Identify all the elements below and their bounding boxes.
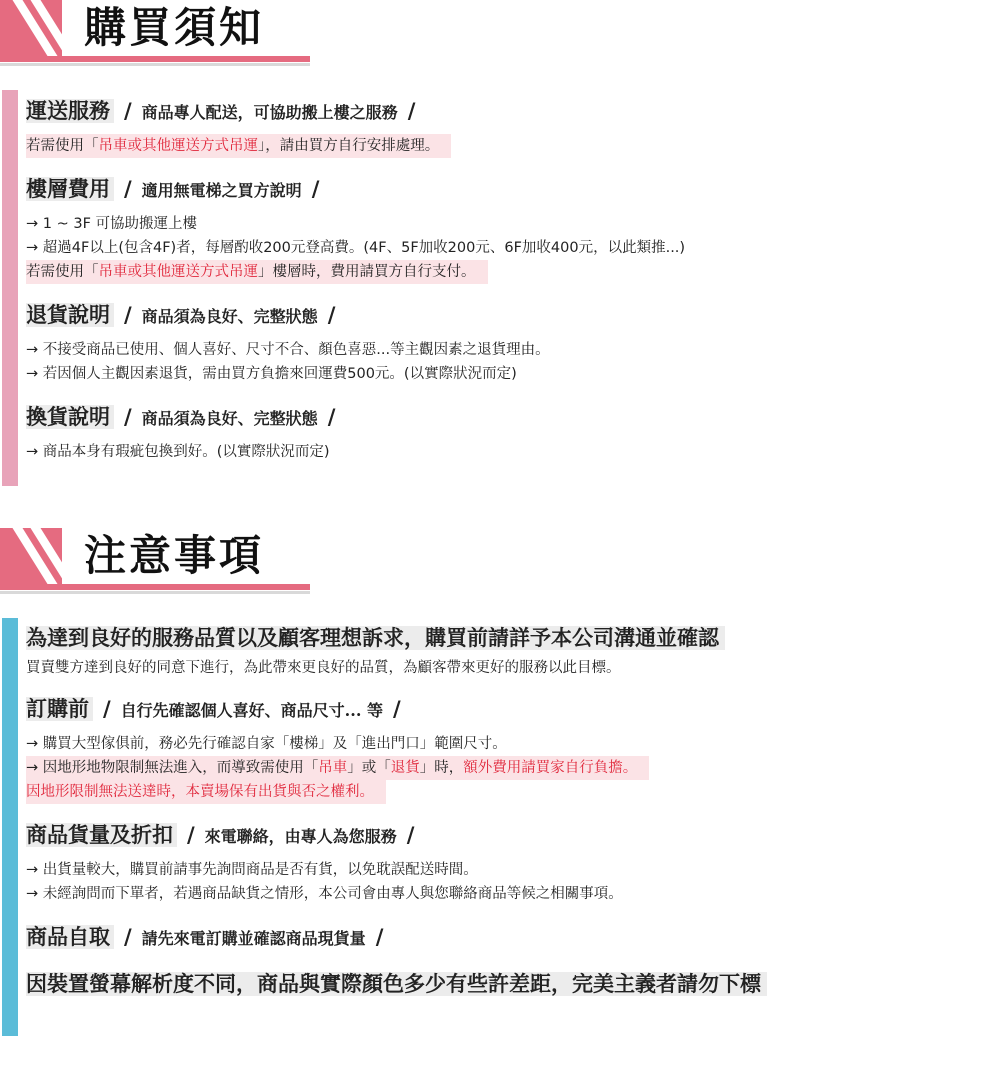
floor-line-2: → 超過4F以上(包含4F)者，每層酌收200元登高費。(4F、5F加收200元、6F加收400元，以此類推...)	[26, 240, 686, 256]
returns-line-2: → 若因個人主觀因素退貨，需由買方負擔來回運費500元。(以實際狀況而定)	[26, 366, 517, 382]
banner-underline	[0, 584, 310, 590]
shipping-heading: 運送服務 / 商品專人配送，可協助搬上樓之服務 /	[26, 99, 416, 123]
preorder-heading: 訂購前 / 自行先確認個人喜好、商品尺寸... 等 /	[26, 697, 401, 721]
preorder-line-3: 因地形限制無法送達時，本賣場保有出貨與否之權利。	[26, 780, 990, 804]
notes-banner	[0, 528, 310, 590]
stock-heading: 商品貨量及折扣 / 來電聯絡，由專人為您服務 /	[26, 823, 415, 847]
purchase-notice-banner	[0, 0, 310, 62]
exchange-line-1: → 商品本身有瑕疵包換到好。(以實際狀況而定)	[26, 444, 330, 460]
shipping-line: 若需使用「吊車或其他運送方式吊運」，請由買方自行安排處理。	[26, 134, 990, 158]
banner-underline	[0, 56, 310, 62]
exchange-heading: 換貨說明 / 商品須為良好、完整狀態 /	[26, 405, 336, 429]
pickup-heading: 商品自取 / 請先來電訂購並確認商品現貨量 /	[26, 925, 384, 949]
purchase-notice-content	[26, 86, 990, 464]
preorder-line-1: → 購買大型傢俱前，務必先行確認自家「樓梯」及「進出門口」範圍尺寸。	[26, 736, 507, 752]
floor-fee-heading: 樓層費用 / 適用無電梯之買方說明 /	[26, 177, 320, 201]
purchase-notice-title: 購買須知	[84, 3, 265, 52]
notes-content	[26, 618, 990, 1000]
notes-intro-heading: 為達到良好的服務品質以及顧客理想訴求，購買前請詳予本公司溝通並確認	[26, 622, 990, 654]
floor-line-1: → 1 ~ 3F 可協助搬運上樓	[26, 216, 198, 232]
final-note: 因裝置螢幕解析度不同，商品與實際顏色多少有些許差距，完美主義者請勿下標	[26, 968, 990, 1000]
section2-sidebar	[2, 618, 18, 1036]
preorder-line-2: → 因地形地物限制無法進入，而導致需使用「吊車」或「退貨」時，額外費用請買家自行負擔。	[26, 756, 990, 780]
stock-line-2: → 未經詢問而下單者，若遇商品缺貨之情形，本公司會由專人與您聯絡商品等候之相關事項。	[26, 886, 623, 902]
notes-intro-line: 買賣雙方達到良好的同意下進行，為此帶來更良好的品質，為顧客帶來更好的服務以此目標。	[26, 660, 621, 676]
notes-title: 注意事項	[84, 531, 265, 580]
stock-line-1: → 出貨量較大，購買前請事先詢問商品是否有貨，以免耽誤配送時間。	[26, 862, 478, 878]
returns-heading: 退貨說明 / 商品須為良好、完整狀態 /	[26, 303, 336, 327]
section1-sidebar	[2, 90, 18, 486]
returns-line-1: → 不接受商品已使用、個人喜好、尺寸不合、顏色喜惡...等主觀因素之退貨理由。	[26, 342, 550, 358]
floor-line-3: 若需使用「吊車或其他運送方式吊運」樓層時，費用請買方自行支付。	[26, 260, 990, 284]
